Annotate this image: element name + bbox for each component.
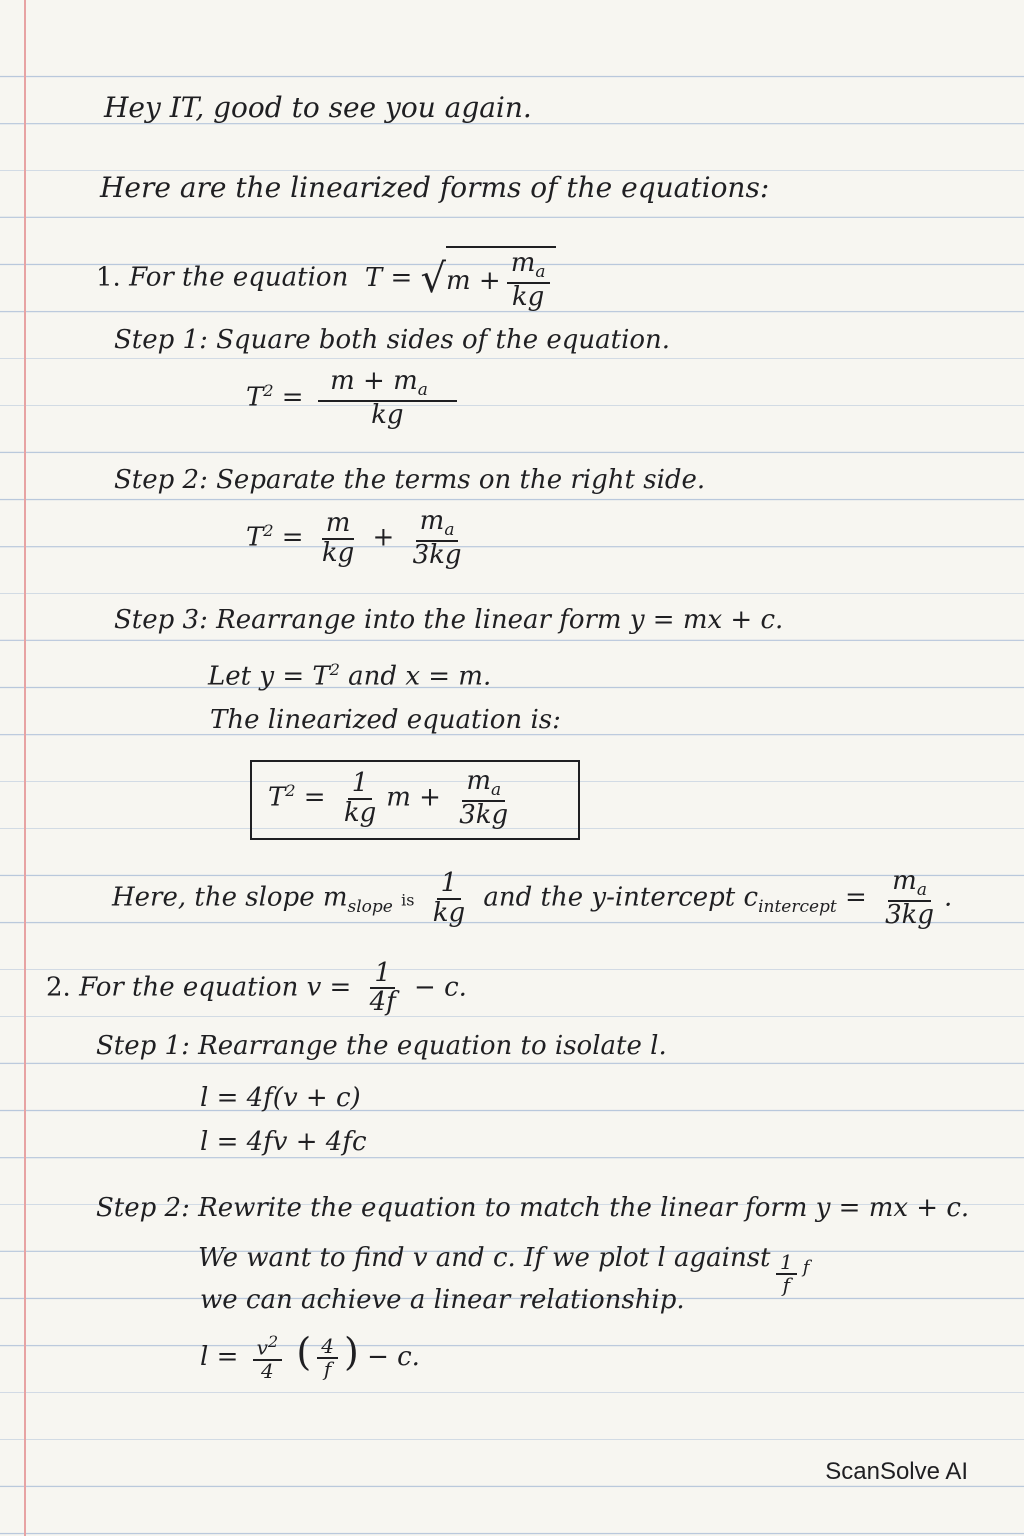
problem2-lead: For the equation xyxy=(79,972,299,1003)
p1-step3-text: Rearrange into the linear form xyxy=(216,605,622,635)
p2-achieve-line: we can achieve a linear relationship. xyxy=(200,1285,685,1315)
brand-mark: ScanSolve AI xyxy=(825,1458,968,1485)
p2-step1 xyxy=(96,1030,667,1062)
p2-isolate-var: l. xyxy=(650,1031,667,1061)
p2-step2-text: Rewrite the equation to match the linear form xyxy=(198,1193,808,1223)
intercept-sub: intercept xyxy=(758,896,837,917)
p2-step1-label: Step 1: xyxy=(96,1031,190,1061)
p2-line-a: l = 4f(v + c) xyxy=(200,1083,361,1113)
problem1-lead: For the equation xyxy=(129,262,349,293)
p2-step2-label: Step 2: xyxy=(96,1193,190,1223)
p1-step2 xyxy=(114,464,705,496)
and-word: and xyxy=(348,661,398,692)
problem1-equation: T = √ m + $\frac{m_a}{kg}$ xyxy=(357,263,556,293)
p1-let-line: Let $y = T^2$ and x = m. xyxy=(208,660,492,692)
p1-step1-equation: $T^2$ = $\frac{m + m_a}{kg}$ xyxy=(246,368,463,429)
p2-line-b: l = 4fv + 4fc xyxy=(200,1127,367,1157)
boxed-equation-content: $T^2$ = $\frac{1}{kg}$ m + $\frac{m_a}{3kg}$ xyxy=(268,766,509,831)
boxed-linearized-equation xyxy=(250,760,580,840)
slope-sub: slope xyxy=(347,896,393,917)
p1-linear-form: y = mx + c. xyxy=(629,605,784,635)
p1-step2-text: Separate the terms on the right side. xyxy=(216,465,706,495)
slope-is: is xyxy=(401,890,415,910)
p1-step2-equation: $T^2$ = $\frac{m}{kg}$ + $\frac{m_a}{3kg}$ xyxy=(246,506,462,571)
problem2-eq-minus-c: − c. xyxy=(414,972,467,1003)
p1-slope-intercept: Here, the slope $m_{slope}$ is $\frac{1}{kg}$ and the y-intercept $c_{intercept}$ = $\frac{m_a}{3kg}$ . xyxy=(112,866,953,931)
margin-line xyxy=(24,0,26,1536)
p2-step2 xyxy=(96,1192,969,1224)
p1-step3 xyxy=(114,604,783,636)
problem1-number: 1. xyxy=(96,262,121,293)
slope-var: m xyxy=(322,882,348,913)
p1-step1-label: Step 1: xyxy=(114,325,208,355)
problem2-eq-v: v = xyxy=(306,972,352,1003)
p2-final-equation: l = $\frac{v^2}{4}$ ( $\frac{4}{f}$ ) − c. xyxy=(200,1329,420,1383)
let-x: x = m. xyxy=(405,661,492,692)
intro-text: Here are the linearized forms of the equations: xyxy=(100,171,770,204)
problem2-number: 2. xyxy=(46,972,71,1003)
problem1-header xyxy=(96,246,556,311)
intercept-var: c xyxy=(743,882,759,913)
greeting: Hey IT, good to see you again. xyxy=(104,91,532,124)
p1-step3-label: Step 3: xyxy=(114,605,208,635)
and-intercept: and the y-intercept xyxy=(483,882,736,913)
p1-step2-label: Step 2: xyxy=(114,465,208,495)
p2-one-over-f: $\frac{1}{f}$ $^f$ xyxy=(770,1252,809,1296)
p2-linear-form: y = mx + c. xyxy=(815,1193,970,1223)
let-word: Let xyxy=(208,661,252,692)
p2-final-tail: − c. xyxy=(367,1341,420,1372)
p1-step1-text: Square both sides of the equation. xyxy=(216,325,671,355)
p1-linearized-intro: The linearized equation is: xyxy=(210,705,561,735)
here-text: Here, the slope xyxy=(112,882,315,913)
p1-step1 xyxy=(114,324,670,356)
p2-want-text: We want to find v and c. If we plot l against xyxy=(198,1243,771,1273)
p2-step1-text: Rearrange the equation to isolate xyxy=(198,1031,642,1061)
problem2-header: 2. For the equation v = $\frac{1}{4f}$ − c. xyxy=(46,958,467,1018)
p2-final-lhs: l = xyxy=(200,1341,239,1372)
p2-want-line xyxy=(198,1242,771,1274)
